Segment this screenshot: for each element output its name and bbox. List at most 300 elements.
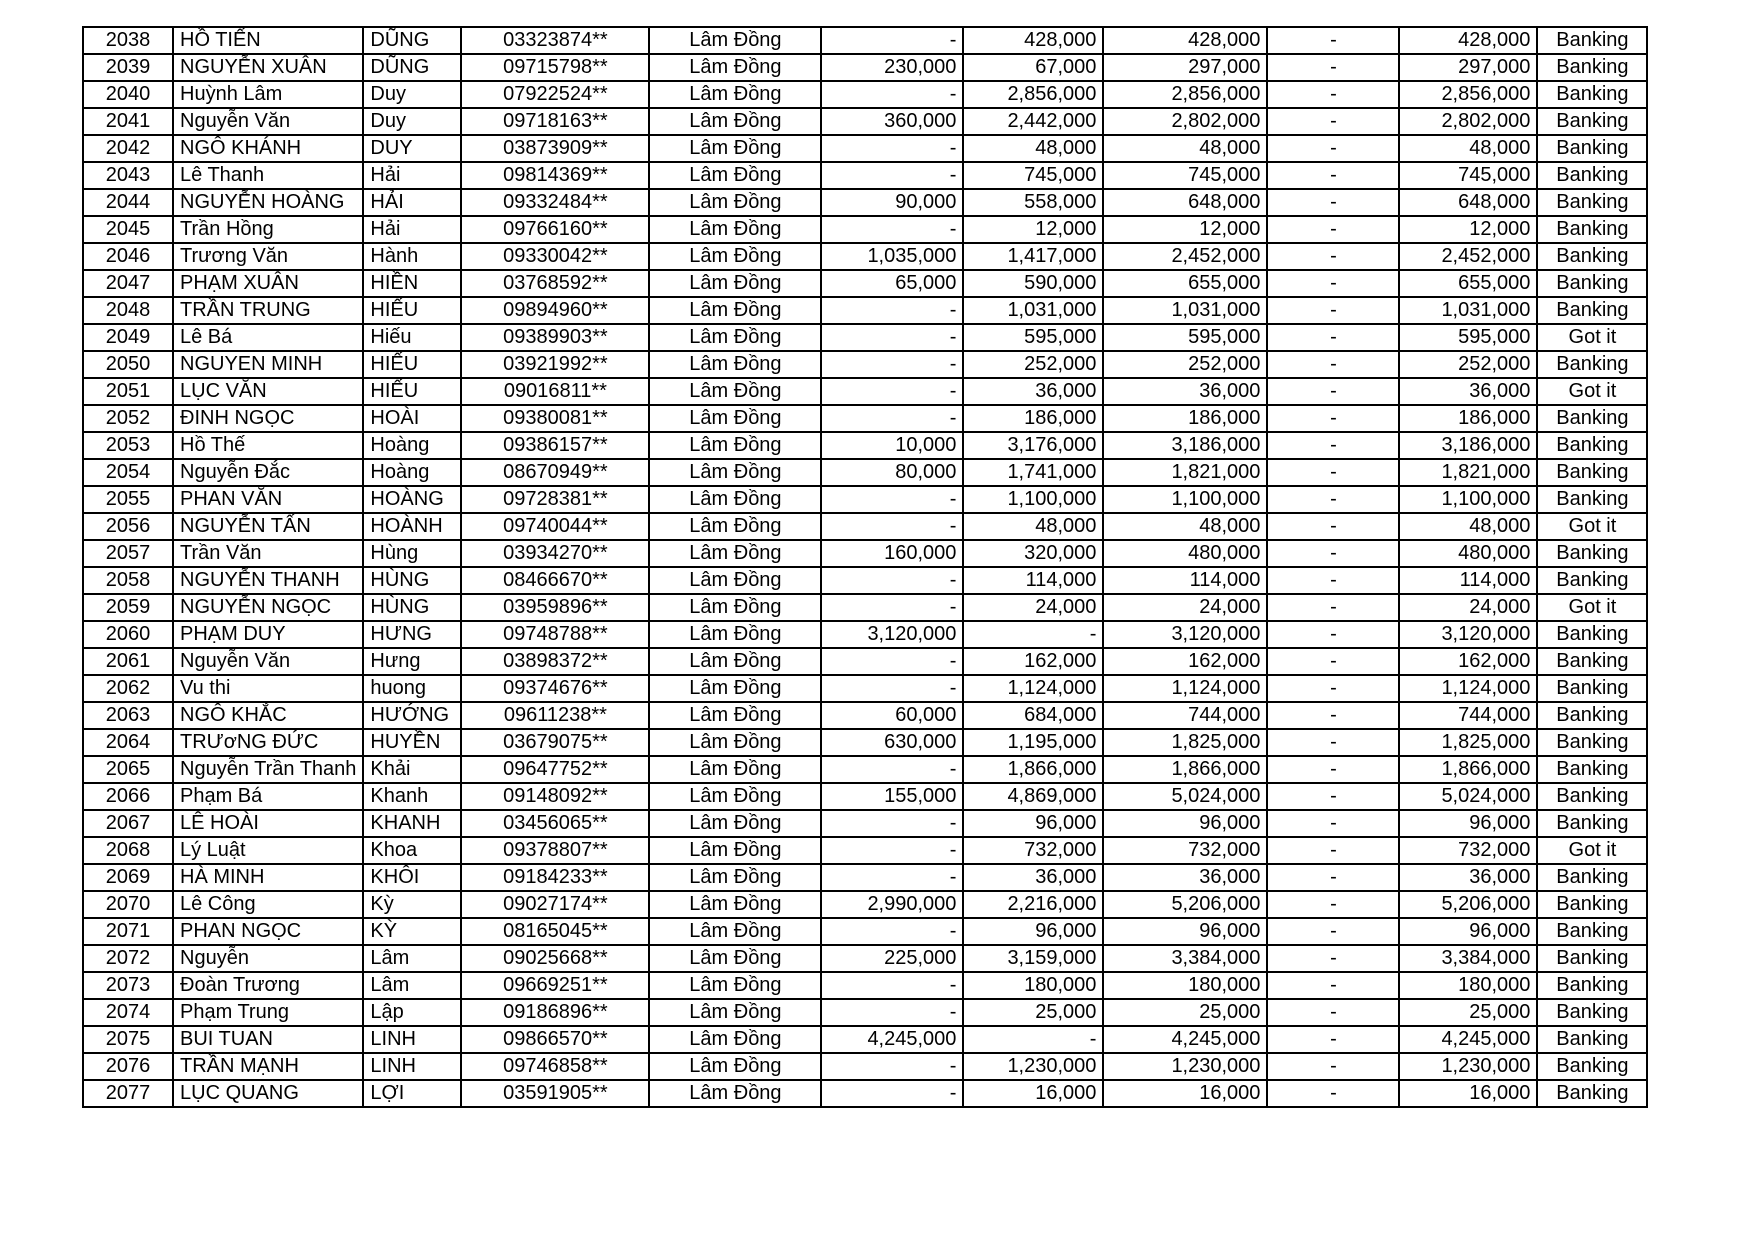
cell-province: Lâm Đồng: [649, 567, 821, 594]
cell-total: 1,031,000: [1103, 297, 1267, 324]
cell-total: 3,384,000: [1103, 945, 1267, 972]
cell-index: 2044: [83, 189, 173, 216]
cell-amount-2: 2,216,000: [963, 891, 1103, 918]
cell-index: 2047: [83, 270, 173, 297]
cell-index: 2066: [83, 783, 173, 810]
table-row: [83, 783, 1647, 810]
cell-phone: 03934270**: [461, 540, 649, 567]
cell-index: 2068: [83, 837, 173, 864]
cell-total: 186,000: [1103, 405, 1267, 432]
table-row: [83, 27, 1647, 54]
cell-amount-1: -: [821, 378, 963, 405]
cell-method: Banking: [1537, 270, 1647, 297]
cell-amount-1: 3,120,000: [821, 621, 963, 648]
cell-method: Got it: [1537, 837, 1647, 864]
cell-index: 2042: [83, 135, 173, 162]
cell-province: Lâm Đồng: [649, 486, 821, 513]
cell-index: 2046: [83, 243, 173, 270]
cell-total: 96,000: [1103, 918, 1267, 945]
cell-method: Banking: [1537, 1053, 1647, 1080]
cell-index: 2053: [83, 432, 173, 459]
cell-method: Banking: [1537, 810, 1647, 837]
cell-index: 2058: [83, 567, 173, 594]
cell-method: Banking: [1537, 999, 1647, 1026]
cell-province: Lâm Đồng: [649, 648, 821, 675]
table-row: [83, 837, 1647, 864]
cell-phone: 09611238**: [461, 702, 649, 729]
cell-phone: 08670949**: [461, 459, 649, 486]
cell-amount-2: 48,000: [963, 135, 1103, 162]
cell-amount-1: 80,000: [821, 459, 963, 486]
payment-table: [82, 26, 1648, 1108]
cell-payable: 25,000: [1399, 999, 1537, 1026]
cell-index: 2061: [83, 648, 173, 675]
cell-deduction: -: [1267, 135, 1399, 162]
cell-phone: 09016811**: [461, 378, 649, 405]
table-row: [83, 1080, 1647, 1107]
table-row: [83, 810, 1647, 837]
cell-amount-2: -: [963, 621, 1103, 648]
cell-phone: 09746858**: [461, 1053, 649, 1080]
cell-method: Banking: [1537, 81, 1647, 108]
cell-province: Lâm Đồng: [649, 594, 821, 621]
cell-province: Lâm Đồng: [649, 324, 821, 351]
cell-total: 96,000: [1103, 810, 1267, 837]
cell-phone: 09866570**: [461, 1026, 649, 1053]
cell-method: Got it: [1537, 378, 1647, 405]
cell-payable: 2,856,000: [1399, 81, 1537, 108]
cell-province: Lâm Đồng: [649, 945, 821, 972]
cell-last-name: LÊ HOÀI: [173, 810, 363, 837]
cell-payable: 96,000: [1399, 810, 1537, 837]
cell-province: Lâm Đồng: [649, 999, 821, 1026]
cell-phone: 09330042**: [461, 243, 649, 270]
cell-last-name: LỤC QUANG: [173, 1080, 363, 1107]
cell-index: 2072: [83, 945, 173, 972]
cell-method: Banking: [1537, 189, 1647, 216]
cell-payable: 1,124,000: [1399, 675, 1537, 702]
cell-province: Lâm Đồng: [649, 810, 821, 837]
cell-total: 1,866,000: [1103, 756, 1267, 783]
cell-province: Lâm Đồng: [649, 351, 821, 378]
cell-total: 1,230,000: [1103, 1053, 1267, 1080]
cell-amount-1: 60,000: [821, 702, 963, 729]
cell-last-name: Đoàn Trương: [173, 972, 363, 999]
cell-first-name: Hưng: [363, 648, 461, 675]
cell-province: Lâm Đồng: [649, 702, 821, 729]
cell-deduction: -: [1267, 1053, 1399, 1080]
cell-payable: 96,000: [1399, 918, 1537, 945]
cell-total: 480,000: [1103, 540, 1267, 567]
table-row: [83, 675, 1647, 702]
cell-payable: 16,000: [1399, 1080, 1537, 1107]
cell-total: 595,000: [1103, 324, 1267, 351]
table-row: [83, 432, 1647, 459]
cell-deduction: -: [1267, 486, 1399, 513]
cell-index: 2045: [83, 216, 173, 243]
cell-index: 2070: [83, 891, 173, 918]
cell-last-name: Trương Văn: [173, 243, 363, 270]
cell-last-name: Vu thi: [173, 675, 363, 702]
cell-method: Banking: [1537, 162, 1647, 189]
cell-index: 2050: [83, 351, 173, 378]
cell-amount-1: -: [821, 675, 963, 702]
cell-amount-1: -: [821, 1053, 963, 1080]
cell-deduction: -: [1267, 189, 1399, 216]
cell-phone: 03768592**: [461, 270, 649, 297]
cell-amount-2: 684,000: [963, 702, 1103, 729]
cell-first-name: LỢI: [363, 1080, 461, 1107]
cell-total: 2,452,000: [1103, 243, 1267, 270]
cell-payable: 744,000: [1399, 702, 1537, 729]
cell-payable: 36,000: [1399, 864, 1537, 891]
cell-amount-2: 180,000: [963, 972, 1103, 999]
cell-deduction: -: [1267, 297, 1399, 324]
cell-amount-2: 1,230,000: [963, 1053, 1103, 1080]
cell-deduction: -: [1267, 459, 1399, 486]
cell-total: 655,000: [1103, 270, 1267, 297]
cell-amount-1: 2,990,000: [821, 891, 963, 918]
cell-amount-2: 3,159,000: [963, 945, 1103, 972]
table-row: [83, 54, 1647, 81]
cell-first-name: Hải: [363, 162, 461, 189]
cell-total: 4,245,000: [1103, 1026, 1267, 1053]
cell-first-name: HÙNG: [363, 594, 461, 621]
cell-total: 12,000: [1103, 216, 1267, 243]
cell-amount-1: 230,000: [821, 54, 963, 81]
cell-province: Lâm Đồng: [649, 81, 821, 108]
cell-province: Lâm Đồng: [649, 459, 821, 486]
table-row: [83, 162, 1647, 189]
cell-amount-2: 1,417,000: [963, 243, 1103, 270]
cell-amount-2: 96,000: [963, 918, 1103, 945]
cell-method: Banking: [1537, 108, 1647, 135]
cell-amount-1: -: [821, 216, 963, 243]
cell-last-name: NGUYỄN TẤN: [173, 513, 363, 540]
cell-province: Lâm Đồng: [649, 540, 821, 567]
cell-phone: 09766160**: [461, 216, 649, 243]
cell-payable: 1,031,000: [1399, 297, 1537, 324]
cell-last-name: Lê Thanh: [173, 162, 363, 189]
cell-deduction: -: [1267, 675, 1399, 702]
cell-deduction: -: [1267, 945, 1399, 972]
cell-payable: 1,821,000: [1399, 459, 1537, 486]
cell-total: 1,100,000: [1103, 486, 1267, 513]
cell-province: Lâm Đồng: [649, 621, 821, 648]
cell-method: Banking: [1537, 540, 1647, 567]
cell-payable: 3,120,000: [1399, 621, 1537, 648]
cell-last-name: Lê Công: [173, 891, 363, 918]
cell-first-name: HƯỚNG: [363, 702, 461, 729]
cell-payable: 1,825,000: [1399, 729, 1537, 756]
cell-amount-1: 4,245,000: [821, 1026, 963, 1053]
cell-payable: 1,866,000: [1399, 756, 1537, 783]
cell-index: 2067: [83, 810, 173, 837]
cell-total: 2,856,000: [1103, 81, 1267, 108]
cell-last-name: Nguyễn: [173, 945, 363, 972]
cell-payable: 3,384,000: [1399, 945, 1537, 972]
cell-last-name: BUI TUAN: [173, 1026, 363, 1053]
cell-amount-2: 3,176,000: [963, 432, 1103, 459]
cell-deduction: -: [1267, 216, 1399, 243]
table-row: [83, 297, 1647, 324]
table-row: [83, 621, 1647, 648]
cell-index: 2040: [83, 81, 173, 108]
cell-phone: 09186896**: [461, 999, 649, 1026]
cell-province: Lâm Đồng: [649, 864, 821, 891]
cell-method: Banking: [1537, 405, 1647, 432]
cell-last-name: NGUYỄN XUÂN: [173, 54, 363, 81]
cell-payable: 162,000: [1399, 648, 1537, 675]
cell-last-name: Lý Luật: [173, 837, 363, 864]
cell-method: Banking: [1537, 756, 1647, 783]
cell-method: Banking: [1537, 864, 1647, 891]
cell-method: Banking: [1537, 675, 1647, 702]
cell-amount-2: 2,856,000: [963, 81, 1103, 108]
cell-payable: 428,000: [1399, 27, 1537, 54]
table-row: [83, 405, 1647, 432]
cell-amount-2: 162,000: [963, 648, 1103, 675]
cell-amount-1: -: [821, 162, 963, 189]
cell-deduction: -: [1267, 108, 1399, 135]
cell-deduction: -: [1267, 972, 1399, 999]
cell-method: Banking: [1537, 567, 1647, 594]
cell-payable: 648,000: [1399, 189, 1537, 216]
cell-phone: 09332484**: [461, 189, 649, 216]
cell-total: 5,024,000: [1103, 783, 1267, 810]
cell-phone: 09669251**: [461, 972, 649, 999]
cell-province: Lâm Đồng: [649, 729, 821, 756]
cell-amount-1: -: [821, 405, 963, 432]
cell-province: Lâm Đồng: [649, 27, 821, 54]
cell-index: 2071: [83, 918, 173, 945]
cell-first-name: HUYỀN: [363, 729, 461, 756]
cell-payable: 595,000: [1399, 324, 1537, 351]
cell-deduction: -: [1267, 810, 1399, 837]
cell-amount-1: -: [821, 972, 963, 999]
cell-phone: 09184233**: [461, 864, 649, 891]
cell-amount-1: -: [821, 27, 963, 54]
cell-total: 24,000: [1103, 594, 1267, 621]
cell-total: 48,000: [1103, 513, 1267, 540]
cell-payable: 4,245,000: [1399, 1026, 1537, 1053]
cell-method: Banking: [1537, 297, 1647, 324]
cell-phone: 09378807**: [461, 837, 649, 864]
cell-index: 2051: [83, 378, 173, 405]
cell-last-name: ĐINH NGỌC: [173, 405, 363, 432]
cell-first-name: LINH: [363, 1026, 461, 1053]
cell-first-name: HƯNG: [363, 621, 461, 648]
cell-deduction: -: [1267, 999, 1399, 1026]
cell-amount-1: 225,000: [821, 945, 963, 972]
cell-first-name: DUY: [363, 135, 461, 162]
cell-index: 2048: [83, 297, 173, 324]
cell-amount-2: 1,195,000: [963, 729, 1103, 756]
cell-method: Banking: [1537, 459, 1647, 486]
cell-method: Got it: [1537, 594, 1647, 621]
table-row: [83, 81, 1647, 108]
cell-method: Banking: [1537, 729, 1647, 756]
cell-first-name: HIỀN: [363, 270, 461, 297]
cell-method: Banking: [1537, 135, 1647, 162]
cell-last-name: TRẦN MẠNH: [173, 1053, 363, 1080]
cell-amount-1: 65,000: [821, 270, 963, 297]
cell-last-name: Nguyễn Đắc: [173, 459, 363, 486]
cell-index: 2064: [83, 729, 173, 756]
cell-phone: 09718163**: [461, 108, 649, 135]
cell-province: Lâm Đồng: [649, 513, 821, 540]
cell-amount-2: 1,100,000: [963, 486, 1103, 513]
cell-province: Lâm Đồng: [649, 297, 821, 324]
cell-amount-1: -: [821, 351, 963, 378]
table-row: [83, 864, 1647, 891]
cell-amount-1: -: [821, 135, 963, 162]
cell-amount-1: -: [821, 486, 963, 513]
cell-amount-1: 160,000: [821, 540, 963, 567]
cell-method: Banking: [1537, 243, 1647, 270]
cell-first-name: Kỳ: [363, 891, 461, 918]
cell-total: 648,000: [1103, 189, 1267, 216]
cell-province: Lâm Đồng: [649, 675, 821, 702]
cell-last-name: NGUYỄN HOÀNG: [173, 189, 363, 216]
cell-total: 36,000: [1103, 378, 1267, 405]
table-row: [83, 513, 1647, 540]
cell-first-name: Duy: [363, 108, 461, 135]
cell-first-name: HIẾU: [363, 351, 461, 378]
cell-amount-1: -: [821, 648, 963, 675]
table-row: [83, 648, 1647, 675]
cell-deduction: -: [1267, 891, 1399, 918]
cell-amount-2: 745,000: [963, 162, 1103, 189]
table-row: [83, 216, 1647, 243]
table-row: [83, 729, 1647, 756]
cell-total: 25,000: [1103, 999, 1267, 1026]
cell-province: Lâm Đồng: [649, 162, 821, 189]
cell-method: Banking: [1537, 351, 1647, 378]
cell-payable: 1,230,000: [1399, 1053, 1537, 1080]
cell-amount-2: 16,000: [963, 1080, 1103, 1107]
cell-payable: 48,000: [1399, 513, 1537, 540]
cell-last-name: NGÔ KHẮC: [173, 702, 363, 729]
cell-deduction: -: [1267, 324, 1399, 351]
cell-last-name: PHẠM DUY: [173, 621, 363, 648]
cell-phone: 08165045**: [461, 918, 649, 945]
cell-payable: 48,000: [1399, 135, 1537, 162]
table-body: [83, 27, 1647, 1107]
cell-total: 252,000: [1103, 351, 1267, 378]
cell-total: 162,000: [1103, 648, 1267, 675]
table-row: [83, 486, 1647, 513]
cell-amount-2: 590,000: [963, 270, 1103, 297]
table-row: [83, 945, 1647, 972]
cell-amount-2: 186,000: [963, 405, 1103, 432]
cell-payable: 745,000: [1399, 162, 1537, 189]
cell-payable: 186,000: [1399, 405, 1537, 432]
cell-deduction: -: [1267, 405, 1399, 432]
cell-province: Lâm Đồng: [649, 918, 821, 945]
cell-last-name: NGUYEN MINH: [173, 351, 363, 378]
cell-method: Banking: [1537, 648, 1647, 675]
cell-last-name: Nguyễn Trần Thanh: [173, 756, 363, 783]
cell-last-name: HÀ MINH: [173, 864, 363, 891]
cell-province: Lâm Đồng: [649, 108, 821, 135]
cell-amount-1: -: [821, 297, 963, 324]
cell-last-name: Trần Hồng: [173, 216, 363, 243]
cell-phone: 09728381**: [461, 486, 649, 513]
cell-payable: 252,000: [1399, 351, 1537, 378]
cell-first-name: DŨNG: [363, 27, 461, 54]
cell-last-name: TRƯơNG ĐỨC: [173, 729, 363, 756]
cell-deduction: -: [1267, 54, 1399, 81]
cell-province: Lâm Đồng: [649, 1053, 821, 1080]
cell-deduction: -: [1267, 243, 1399, 270]
cell-total: 36,000: [1103, 864, 1267, 891]
cell-total: 16,000: [1103, 1080, 1267, 1107]
cell-method: Banking: [1537, 27, 1647, 54]
cell-index: 2052: [83, 405, 173, 432]
cell-phone: 09027174**: [461, 891, 649, 918]
cell-deduction: -: [1267, 864, 1399, 891]
cell-deduction: -: [1267, 351, 1399, 378]
cell-first-name: Hoàng: [363, 459, 461, 486]
cell-first-name: HÙNG: [363, 567, 461, 594]
cell-first-name: Hoàng: [363, 432, 461, 459]
cell-deduction: -: [1267, 378, 1399, 405]
cell-first-name: HIẾU: [363, 378, 461, 405]
cell-province: Lâm Đồng: [649, 243, 821, 270]
cell-payable: 297,000: [1399, 54, 1537, 81]
table-row: [83, 135, 1647, 162]
cell-amount-2: 4,869,000: [963, 783, 1103, 810]
cell-phone: 03921992**: [461, 351, 649, 378]
cell-deduction: -: [1267, 783, 1399, 810]
cell-payable: 36,000: [1399, 378, 1537, 405]
cell-index: 2065: [83, 756, 173, 783]
cell-last-name: Nguyễn Văn: [173, 648, 363, 675]
cell-first-name: huong: [363, 675, 461, 702]
cell-last-name: NGÔ KHÁNH: [173, 135, 363, 162]
cell-amount-2: 732,000: [963, 837, 1103, 864]
cell-payable: 180,000: [1399, 972, 1537, 999]
cell-index: 2039: [83, 54, 173, 81]
cell-amount-2: 1,124,000: [963, 675, 1103, 702]
cell-deduction: -: [1267, 513, 1399, 540]
cell-phone: 09148092**: [461, 783, 649, 810]
cell-deduction: -: [1267, 594, 1399, 621]
cell-payable: 5,024,000: [1399, 783, 1537, 810]
cell-amount-1: 155,000: [821, 783, 963, 810]
cell-index: 2043: [83, 162, 173, 189]
table-row: [83, 378, 1647, 405]
table-row: [83, 891, 1647, 918]
cell-phone: 09380081**: [461, 405, 649, 432]
cell-deduction: -: [1267, 432, 1399, 459]
cell-index: 2063: [83, 702, 173, 729]
cell-province: Lâm Đồng: [649, 189, 821, 216]
cell-first-name: HIẾU: [363, 297, 461, 324]
cell-amount-2: 252,000: [963, 351, 1103, 378]
cell-province: Lâm Đồng: [649, 1080, 821, 1107]
cell-amount-1: -: [821, 324, 963, 351]
cell-last-name: Huỳnh Lâm: [173, 81, 363, 108]
cell-deduction: -: [1267, 1026, 1399, 1053]
cell-amount-1: -: [821, 513, 963, 540]
cell-index: 2069: [83, 864, 173, 891]
cell-amount-1: -: [821, 837, 963, 864]
cell-amount-1: -: [821, 810, 963, 837]
cell-amount-1: -: [821, 594, 963, 621]
cell-phone: 09389903**: [461, 324, 649, 351]
